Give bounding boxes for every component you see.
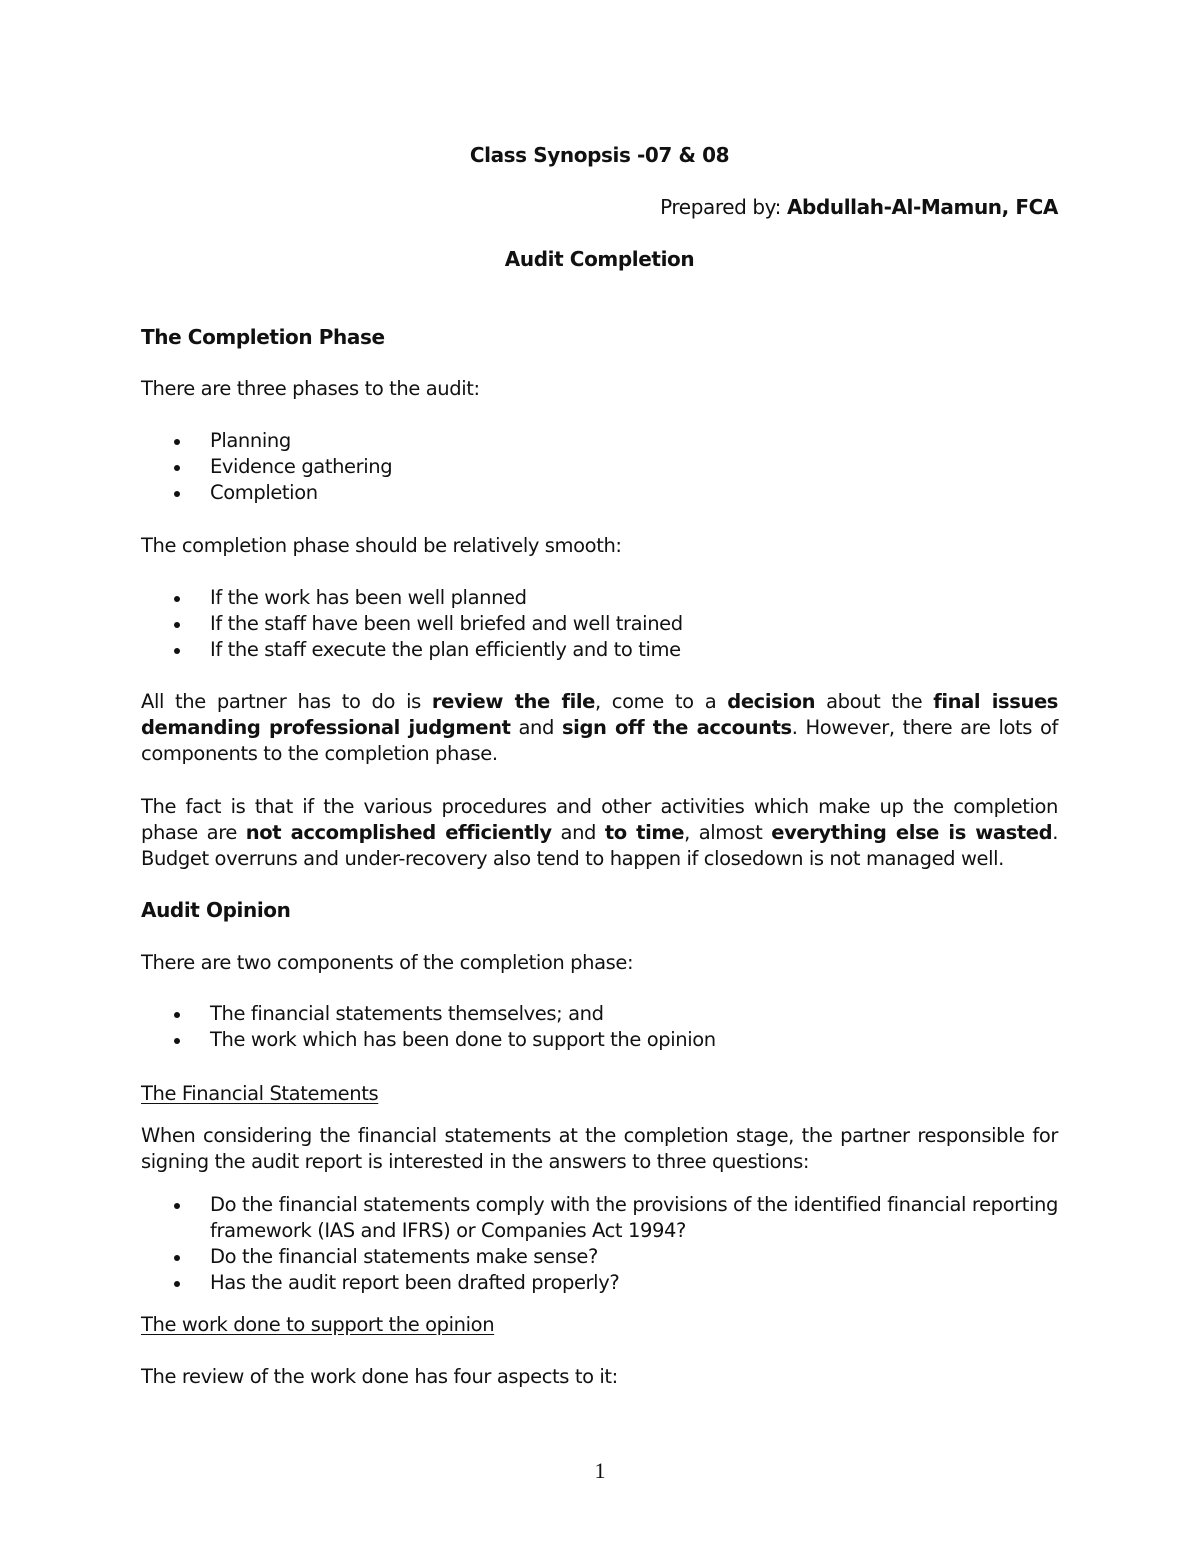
work-done-intro: The review of the work done has four aspects to it:	[141, 1365, 618, 1388]
list-item: If the staff execute the plan efficiently and to time	[141, 637, 1058, 663]
conditions-list	[141, 585, 1058, 663]
bullet-icon	[174, 465, 180, 471]
questions-list	[141, 1192, 1058, 1296]
document-page	[141, 0, 1058, 1553]
document-subtitle: Audit Completion	[504, 247, 695, 271]
phases-intro: There are three phases to the audit:	[141, 377, 480, 400]
list-item: Do the financial statements comply with the provisions of the identified financial reporting framework (IAS and IFRS) or Companies Act 1994?	[141, 1192, 1058, 1244]
section-heading-audit-opinion: Audit Opinion	[141, 898, 291, 922]
phases-list	[141, 428, 1058, 506]
bullet-icon	[174, 1038, 180, 1044]
components-intro: There are two components of the completion phase:	[141, 951, 634, 974]
smooth-intro: The completion phase should be relatively smooth:	[141, 534, 622, 557]
list-item: Do the financial statements make sense?	[141, 1244, 1058, 1270]
list-item: If the work has been well planned	[141, 585, 1058, 611]
list-item: Has the audit report been drafted properly?	[141, 1270, 1058, 1296]
bullet-icon	[174, 1012, 180, 1018]
bullet-icon	[174, 622, 180, 628]
prepared-by-line	[141, 194, 1058, 220]
page-number: 1	[594, 1458, 606, 1483]
bullet-icon	[174, 1281, 180, 1287]
subheading-work-done: The work done to support the opinion	[141, 1313, 495, 1336]
bullet-icon	[174, 491, 180, 497]
bullet-icon	[174, 648, 180, 654]
list-item: Evidence gathering	[141, 454, 1058, 480]
document-title: Class Synopsis -07 & 08	[469, 143, 730, 167]
bullet-icon	[174, 439, 180, 445]
subheading-financial-statements: The Financial Statements	[141, 1082, 379, 1105]
list-item: The work which has been done to support the opinion	[141, 1027, 1058, 1053]
bullet-icon	[174, 1203, 180, 1209]
list-item: The financial statements themselves; and	[141, 1001, 1058, 1027]
components-list	[141, 1001, 1058, 1053]
prepared-by-label: Prepared by:	[660, 195, 781, 219]
financial-statements-paragraph: When considering the financial statements at the completion stage, the partner responsible for signing the audit report is interested in the answers to three questions:	[141, 1124, 1058, 1173]
list-item: If the staff have been well briefed and well trained	[141, 611, 1058, 637]
section-heading-completion-phase: The Completion Phase	[141, 325, 385, 349]
list-item: Completion	[141, 480, 1058, 506]
partner-paragraph: All the partner has to do is review the file, come to a decision about the final issues demanding professional judgment and sign off the accounts. However, there are lots of components to the completion phase.	[141, 690, 1058, 765]
bullet-icon	[174, 1255, 180, 1261]
fact-paragraph: The fact is that if the various procedures and other activities which make up the completion phase are not accomplished efficiently and to time, almost everything else is wasted. Budget overruns and under-recovery also tend to happen if closedown is not managed well.	[141, 795, 1058, 870]
list-item: Planning	[141, 428, 1058, 454]
prepared-by-name: Abdullah-Al-Mamun, FCA	[786, 195, 1058, 219]
bullet-icon	[174, 596, 180, 602]
